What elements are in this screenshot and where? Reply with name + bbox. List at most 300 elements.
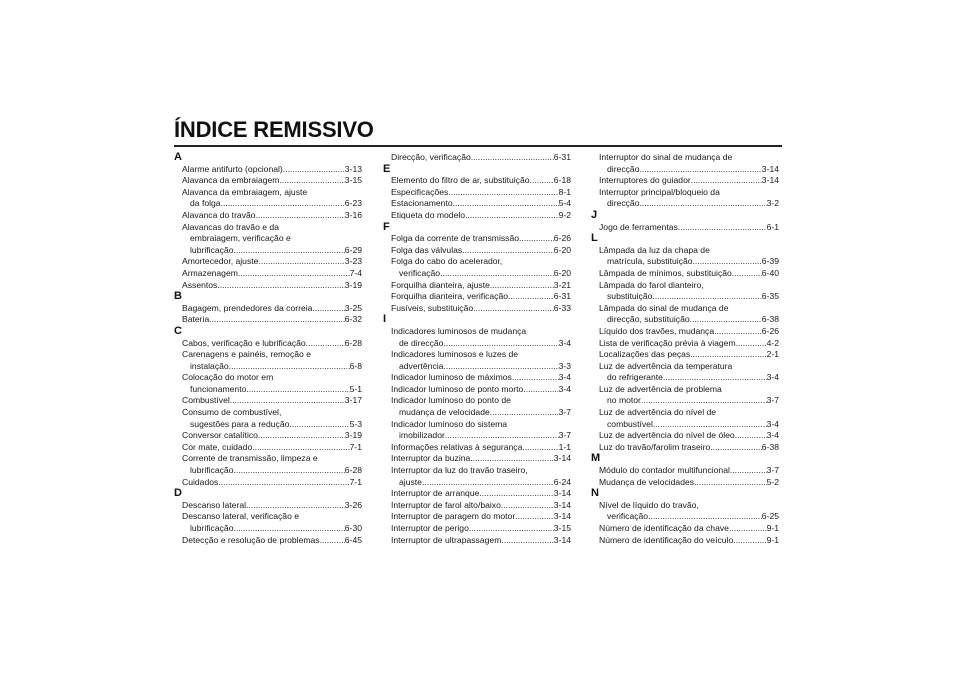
index-entry bbox=[174, 349, 362, 372]
index-entry bbox=[383, 210, 571, 222]
entry-text: imobilizador bbox=[399, 430, 445, 441]
entry-text: Corrente de transmissão, limpeza e bbox=[182, 453, 318, 464]
index-entry bbox=[383, 198, 571, 210]
dot-leader bbox=[258, 430, 345, 442]
entry-page: 9-2 bbox=[558, 209, 571, 220]
index-entry bbox=[174, 210, 362, 222]
index-entry bbox=[174, 372, 362, 395]
index-entry bbox=[591, 384, 779, 407]
entry-text: da folga bbox=[190, 198, 221, 209]
entry-text: Interruptor da luz do travão traseiro, bbox=[391, 465, 528, 476]
entry-page: 3-4 bbox=[766, 418, 779, 429]
entry-text: Combustível bbox=[182, 395, 230, 406]
dot-leader bbox=[522, 442, 558, 454]
entry-page: 3-14 bbox=[553, 453, 571, 464]
entry-text: Indicadores luminosos e luzes de bbox=[391, 349, 519, 360]
index-entry bbox=[591, 152, 779, 175]
entry-page: 3-14 bbox=[553, 534, 571, 545]
entry-text: Indicador luminoso do ponto de bbox=[391, 395, 511, 406]
index-entry bbox=[174, 477, 362, 489]
dot-leader bbox=[462, 245, 554, 257]
dot-leader bbox=[470, 453, 553, 465]
entry-text: Lista de verificação prévia à viagem bbox=[599, 337, 736, 348]
entry-text: advertência bbox=[399, 360, 444, 371]
index-entry bbox=[174, 338, 362, 350]
index-entry bbox=[174, 268, 362, 280]
entry-page: 3-2 bbox=[766, 198, 779, 209]
index-letter: B bbox=[174, 290, 182, 303]
entry-text: Forquilha dianteira, ajuste bbox=[391, 279, 490, 290]
entry-text: Estacionamento bbox=[391, 198, 453, 209]
index-entry bbox=[383, 523, 571, 535]
dot-leader bbox=[663, 372, 767, 384]
dot-leader bbox=[519, 233, 554, 245]
entry-page: 6-25 bbox=[761, 511, 779, 522]
entry-text: Interruptores do guiador bbox=[599, 175, 691, 186]
entry-text: Conversor catalítico bbox=[182, 430, 258, 441]
index-entry bbox=[591, 280, 779, 303]
entry-text: Interruptor de paragem do motor bbox=[391, 511, 516, 522]
index-entry bbox=[174, 303, 362, 315]
index-entry bbox=[174, 453, 362, 476]
entry-text: matrícula, substituição bbox=[607, 256, 693, 267]
entry-page: 3-4 bbox=[558, 372, 571, 383]
index-entry bbox=[383, 453, 571, 465]
dot-leader bbox=[465, 210, 559, 222]
index-entry bbox=[174, 164, 362, 176]
dot-leader bbox=[490, 280, 554, 292]
entry-text: Interruptor de farol alto/baixo bbox=[391, 499, 501, 510]
dot-leader bbox=[736, 338, 767, 350]
entry-text: Interruptor do sinal de mudança de bbox=[599, 152, 733, 162]
index-entry bbox=[591, 326, 779, 338]
entry-page: 2-1 bbox=[766, 349, 779, 360]
dot-leader bbox=[735, 430, 767, 442]
entry-text: Jogo de ferramentas bbox=[599, 221, 678, 232]
entry-page: 5-3 bbox=[349, 418, 362, 429]
entry-page: 6-39 bbox=[761, 256, 779, 267]
entry-text: verificação bbox=[607, 511, 649, 522]
entry-text: Folga das válvulas bbox=[391, 244, 463, 255]
entry-text: Luz do travão/farolim traseiro bbox=[599, 441, 711, 452]
entry-text: Bagagem, prendedores da correia bbox=[182, 302, 313, 313]
index-entry bbox=[383, 442, 571, 454]
entry-text: Bateria bbox=[182, 314, 210, 325]
dot-leader bbox=[320, 535, 345, 547]
dot-leader bbox=[283, 164, 345, 176]
dot-leader bbox=[230, 395, 345, 407]
page-title: ÍNDICE REMISSIVO bbox=[174, 117, 374, 142]
entry-page: 7-1 bbox=[349, 441, 362, 452]
entry-text: Alavanca da embraiagem, ajuste bbox=[182, 186, 308, 197]
index-entry bbox=[591, 407, 779, 430]
entry-page: 4-2 bbox=[766, 337, 779, 348]
entry-page: 6-23 bbox=[344, 198, 362, 209]
index-entry bbox=[174, 535, 362, 547]
index-entry bbox=[383, 303, 571, 315]
index-entry bbox=[174, 314, 362, 326]
entry-page: 3-4 bbox=[558, 383, 571, 394]
entry-text: Mudança de velocidades bbox=[599, 476, 695, 487]
entry-text: de direcção bbox=[399, 337, 444, 348]
entry-page: 6-26 bbox=[553, 233, 571, 244]
entry-text: instalação bbox=[190, 360, 229, 371]
index-letter: J bbox=[591, 208, 598, 221]
entry-text: no motor bbox=[607, 395, 641, 406]
entry-text: Fusíveis, substituição bbox=[391, 302, 474, 313]
index-entry bbox=[174, 256, 362, 268]
entry-page: 3-4 bbox=[766, 430, 779, 441]
index-entry bbox=[383, 175, 571, 187]
dot-leader bbox=[258, 256, 344, 268]
entry-page: 6-31 bbox=[553, 291, 571, 302]
entry-page: 6-30 bbox=[344, 523, 362, 533]
index-entry bbox=[383, 152, 571, 164]
entry-page: 3-14 bbox=[553, 499, 571, 510]
entry-page: 9-1 bbox=[766, 534, 779, 545]
dot-leader bbox=[473, 303, 554, 315]
dot-leader bbox=[691, 175, 762, 187]
entry-page: 6-45 bbox=[344, 534, 362, 545]
entry-page: 3-3 bbox=[558, 360, 571, 371]
entry-text: verificação bbox=[399, 267, 441, 278]
index-entry bbox=[591, 500, 779, 523]
index-entry bbox=[383, 233, 571, 245]
dot-leader bbox=[443, 338, 558, 350]
dot-leader bbox=[648, 511, 762, 523]
entry-text: Interruptor de perigo bbox=[391, 523, 469, 533]
index-entry bbox=[383, 349, 571, 372]
index-entry bbox=[591, 268, 779, 280]
dot-leader bbox=[448, 187, 558, 199]
entry-text: funcionamento bbox=[190, 383, 247, 394]
index-letter: M bbox=[591, 452, 601, 465]
entry-page: 3-21 bbox=[553, 279, 571, 290]
entry-text: Número de identificação da chave bbox=[599, 523, 729, 533]
index-entry bbox=[383, 500, 571, 512]
index-entry bbox=[383, 291, 571, 303]
entry-text: Alavanca da embraiagem bbox=[182, 175, 280, 186]
dot-leader bbox=[453, 198, 559, 210]
index-column-1 bbox=[174, 152, 362, 546]
entry-page: 6-28 bbox=[344, 465, 362, 476]
entry-text: Direcção, verificação bbox=[391, 152, 471, 162]
entry-page: 6-33 bbox=[553, 302, 571, 313]
dot-leader bbox=[714, 326, 762, 338]
entry-text: Luz de advertência de problema bbox=[599, 383, 722, 394]
dot-leader bbox=[690, 349, 766, 361]
dot-leader bbox=[279, 175, 344, 187]
dot-leader bbox=[523, 384, 558, 396]
entry-text: Armazenagem bbox=[182, 267, 238, 278]
index-entry bbox=[383, 419, 571, 442]
entry-page: 8-1 bbox=[558, 186, 571, 197]
index-entry bbox=[591, 477, 779, 489]
index-entry bbox=[174, 430, 362, 442]
dot-leader bbox=[229, 361, 350, 373]
entry-page: 6-1 bbox=[766, 221, 779, 232]
entry-page: 3-14 bbox=[761, 175, 779, 186]
entry-page: 3-14 bbox=[553, 511, 571, 522]
entry-text: Interruptor de ultrapassagem bbox=[391, 534, 502, 545]
index-entry bbox=[383, 256, 571, 279]
index-entry bbox=[383, 465, 571, 488]
entry-text: Interruptor de arranque bbox=[391, 488, 480, 499]
dot-leader bbox=[732, 268, 762, 280]
entry-text: Localizações das peças bbox=[599, 349, 691, 360]
index-entry bbox=[174, 407, 362, 430]
dot-leader bbox=[233, 465, 344, 477]
dot-leader bbox=[289, 419, 349, 431]
index-entry bbox=[383, 535, 571, 547]
entry-page: 6-40 bbox=[761, 267, 779, 278]
entry-text: Indicador luminoso de ponto morto bbox=[391, 383, 524, 394]
entry-text: Interruptor principal/bloqueio da bbox=[599, 186, 720, 197]
dot-leader bbox=[217, 280, 344, 292]
entry-page: 5-4 bbox=[558, 198, 571, 209]
entry-text: combustível bbox=[607, 418, 653, 429]
entry-text: ajuste bbox=[399, 476, 422, 487]
entry-text: Forquilha dianteira, verificação bbox=[391, 291, 509, 302]
entry-page: 3-7 bbox=[558, 407, 571, 418]
index-entry bbox=[591, 338, 779, 350]
entry-page: 6-35 bbox=[761, 291, 779, 302]
entry-page: 7-4 bbox=[349, 267, 362, 278]
dot-leader bbox=[512, 372, 559, 384]
index-letter: F bbox=[383, 220, 390, 233]
entry-page: 3-14 bbox=[553, 488, 571, 499]
entry-text: direcção bbox=[607, 163, 640, 174]
dot-leader bbox=[233, 245, 344, 257]
entry-page: 6-26 bbox=[761, 325, 779, 336]
entry-text: Lâmpada de mínimos, substituição bbox=[599, 267, 732, 278]
entry-page: 3-19 bbox=[344, 279, 362, 290]
entry-page: 3-7 bbox=[766, 465, 779, 476]
index-entry bbox=[591, 222, 779, 234]
entry-page: 3-4 bbox=[766, 372, 779, 383]
dot-leader bbox=[246, 500, 345, 512]
index-entry bbox=[174, 511, 362, 534]
dot-leader bbox=[479, 488, 553, 500]
index-entry bbox=[174, 222, 362, 257]
entry-text: Assentos bbox=[182, 279, 218, 290]
entry-page: 5-2 bbox=[766, 476, 779, 487]
entry-page: 3-16 bbox=[344, 209, 362, 220]
entry-page: 6-38 bbox=[761, 441, 779, 452]
dot-leader bbox=[710, 442, 762, 454]
index-entry bbox=[591, 175, 779, 187]
index-entry bbox=[383, 326, 571, 349]
index-entry bbox=[383, 395, 571, 418]
dot-leader bbox=[256, 210, 345, 222]
index-entry bbox=[174, 395, 362, 407]
index-entry bbox=[174, 187, 362, 210]
entry-text: Folga do cabo do acelerador, bbox=[391, 256, 503, 267]
index-letter: N bbox=[591, 487, 599, 500]
index-entry bbox=[591, 465, 779, 477]
entry-page: 6-32 bbox=[344, 314, 362, 325]
index-letter: E bbox=[383, 162, 391, 175]
index-entry bbox=[591, 303, 779, 326]
dot-leader bbox=[422, 477, 554, 489]
entry-page: 9-1 bbox=[766, 523, 779, 533]
entry-text: Lâmpada do farol dianteiro, bbox=[599, 279, 704, 290]
entry-text: Luz de advertência do nível de óleo bbox=[599, 430, 735, 441]
entry-page: 6-18 bbox=[553, 175, 571, 186]
dot-leader bbox=[653, 419, 767, 431]
entry-text: Número de identificação do veículo bbox=[599, 534, 734, 545]
dot-leader bbox=[238, 268, 350, 280]
entry-page: 6-29 bbox=[344, 244, 362, 255]
entry-page: 3-19 bbox=[344, 430, 362, 441]
entry-text: Consumo de combustível, bbox=[182, 407, 282, 418]
entry-text: Colocação do motor em bbox=[182, 372, 274, 383]
entry-text: lubrificação bbox=[190, 523, 234, 533]
dot-leader bbox=[469, 523, 554, 535]
dot-leader bbox=[252, 442, 349, 454]
index-entry bbox=[383, 245, 571, 257]
index-entry bbox=[591, 430, 779, 442]
entry-page: 6-8 bbox=[349, 360, 362, 371]
index-entry bbox=[174, 500, 362, 512]
entry-page: 3-13 bbox=[344, 163, 362, 174]
index-letter: C bbox=[174, 324, 182, 337]
dot-leader bbox=[733, 535, 766, 547]
entry-text: Alavanca do travão bbox=[182, 209, 256, 220]
index-letter: L bbox=[591, 232, 598, 245]
entry-page: 6-31 bbox=[553, 152, 571, 162]
entry-text: direcção bbox=[607, 198, 640, 209]
entry-page: 6-38 bbox=[761, 314, 779, 325]
entry-text: Indicador luminoso de máximos bbox=[391, 372, 512, 383]
index-entry bbox=[591, 245, 779, 268]
index-entry bbox=[591, 535, 779, 547]
index-entry bbox=[591, 442, 779, 454]
entry-text: Etiqueta do modelo bbox=[391, 209, 466, 220]
index-entry bbox=[591, 187, 779, 210]
entry-page: 3-4 bbox=[558, 337, 571, 348]
entry-text: Indicadores luminosos de mudança bbox=[391, 325, 527, 336]
entry-page: 3-23 bbox=[344, 256, 362, 267]
index-letter: D bbox=[174, 487, 182, 500]
dot-leader bbox=[306, 338, 345, 350]
index-letter: A bbox=[174, 151, 182, 163]
dot-leader bbox=[729, 523, 767, 535]
index-column-3 bbox=[591, 152, 779, 546]
entry-text: Especificações bbox=[391, 186, 449, 197]
entry-page: 3-7 bbox=[766, 395, 779, 406]
dot-leader bbox=[639, 198, 766, 210]
entry-text: Líquido dos travões, mudança bbox=[599, 325, 715, 336]
entry-text: Luz de advertência da temperatura bbox=[599, 360, 733, 371]
entry-text: Folga da corrente de transmissão bbox=[391, 233, 520, 244]
entry-page: 6-20 bbox=[553, 267, 571, 278]
entry-page: 3-7 bbox=[558, 430, 571, 441]
dot-leader bbox=[246, 384, 349, 396]
entry-text: Nível de líquido do travão, bbox=[599, 499, 699, 510]
dot-leader bbox=[233, 523, 344, 535]
entry-text: Cor mate, cuidado bbox=[182, 441, 253, 452]
dot-leader bbox=[471, 152, 554, 164]
entry-page: 7-1 bbox=[349, 476, 362, 487]
dot-leader bbox=[694, 477, 767, 489]
dot-leader bbox=[693, 256, 762, 268]
index-entry bbox=[383, 280, 571, 292]
dot-leader bbox=[652, 291, 761, 303]
index-entry bbox=[383, 511, 571, 523]
index-entry bbox=[591, 349, 779, 361]
entry-page: 3-14 bbox=[761, 163, 779, 174]
dot-leader bbox=[678, 222, 767, 234]
dot-leader bbox=[490, 407, 559, 419]
dot-leader bbox=[440, 268, 554, 280]
index-entry bbox=[174, 280, 362, 292]
dot-leader bbox=[530, 175, 554, 187]
dot-leader bbox=[501, 500, 554, 512]
index-entry bbox=[174, 175, 362, 187]
entry-text: sugestões para a redução bbox=[190, 418, 290, 429]
entry-page: 3-26 bbox=[344, 499, 362, 510]
index-entry bbox=[591, 523, 779, 535]
entry-text: substituição bbox=[607, 291, 653, 302]
entry-text: Módulo do contador multifuncional bbox=[599, 465, 730, 476]
entry-page: 5-1 bbox=[349, 383, 362, 394]
dot-leader bbox=[639, 164, 761, 176]
entry-text: Lâmpada da luz da chapa de bbox=[599, 244, 710, 255]
entry-text: embraiagem, verificação e bbox=[190, 233, 291, 244]
index-column-2 bbox=[383, 152, 571, 546]
entry-page: 6-24 bbox=[553, 476, 571, 487]
dot-leader bbox=[515, 511, 554, 523]
entry-text: Lâmpada do sinal de mudança de bbox=[599, 302, 729, 313]
index-entry bbox=[383, 384, 571, 396]
dot-leader bbox=[730, 465, 767, 477]
dot-leader bbox=[443, 361, 558, 373]
index-entry bbox=[383, 488, 571, 500]
index-entry bbox=[383, 372, 571, 384]
entry-page: 3-15 bbox=[344, 175, 362, 186]
entry-text: Alarme antifurto (opcional) bbox=[182, 163, 283, 174]
entry-text: Cuidados bbox=[182, 476, 219, 487]
dot-leader bbox=[501, 535, 553, 547]
entry-text: Cabos, verificação e lubrificação bbox=[182, 337, 306, 348]
entry-text: Elemento do filtro de ar, substituição bbox=[391, 175, 530, 186]
entry-page: 3-15 bbox=[553, 523, 571, 533]
entry-text: mudança de velocidade bbox=[399, 407, 490, 418]
entry-text: Indicador luminoso do sistema bbox=[391, 418, 508, 429]
entry-text: Descanso lateral bbox=[182, 499, 247, 510]
entry-page: 6-28 bbox=[344, 337, 362, 348]
index-entry bbox=[591, 361, 779, 384]
dot-leader bbox=[312, 303, 344, 315]
entry-text: direcção, substituição bbox=[607, 314, 690, 325]
entry-page: 3-17 bbox=[344, 395, 362, 406]
entry-page: 3-25 bbox=[344, 302, 362, 313]
dot-leader bbox=[690, 314, 762, 326]
entry-text: Alavancas do travão e da bbox=[182, 221, 279, 232]
dot-leader bbox=[445, 430, 559, 442]
entry-text: lubrificação bbox=[190, 244, 234, 255]
entry-text: Detecção e resolução de problemas bbox=[182, 534, 320, 545]
title-rule bbox=[174, 145, 782, 147]
entry-text: Luz de advertência do nível de bbox=[599, 407, 717, 418]
dot-leader bbox=[641, 395, 767, 407]
dot-leader bbox=[218, 477, 349, 489]
entry-text: Interruptor da buzina bbox=[391, 453, 471, 464]
entry-text: Carenagens e painéis, remoção e bbox=[182, 349, 311, 360]
dot-leader bbox=[221, 198, 345, 210]
index-entry bbox=[383, 187, 571, 199]
